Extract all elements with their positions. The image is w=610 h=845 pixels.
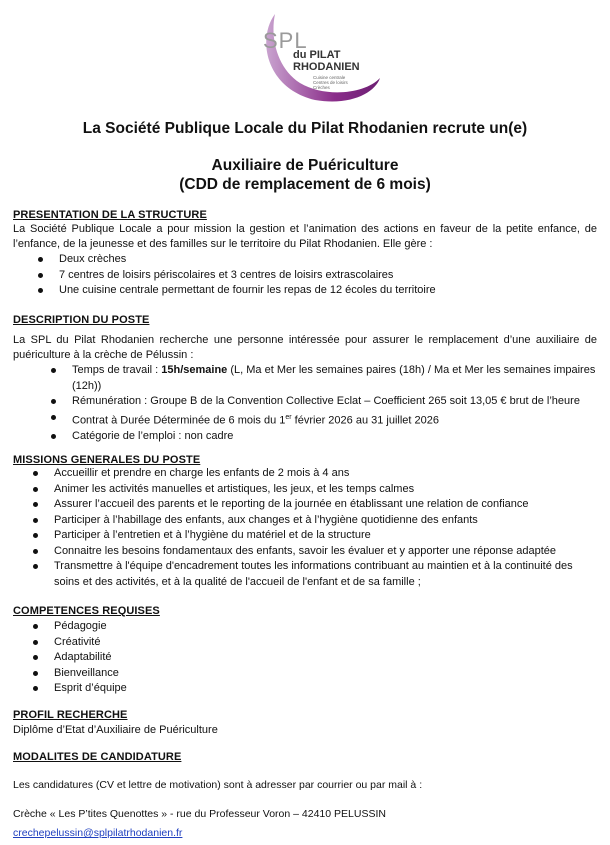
list-item: Transmettre à l'équipe d'encadrement toutes les informations contribuant au maintien et à la continuité des soins et des activités, et à la qualité de l'accueil de l'enfant et de sa famille ;: [30, 559, 598, 590]
time-label: Temps de travail :: [72, 364, 162, 376]
profil-text: Diplôme d’Etat d’Auxiliaire de Puériculture: [13, 724, 218, 736]
list-item: Créativité: [30, 635, 127, 651]
email-link[interactable]: crechepelussin@splpilatrhodanien.fr: [13, 827, 183, 839]
list-item: Participer à l’entretien et à l’hygiène du matériel et de la structure: [30, 528, 598, 544]
description-text: La SPL du Pilat Rhodanien recherche une personne intéressée pour assurer le remplacement d’une auxiliaire de puériculture à la crèche de Pélussin :: [13, 334, 597, 361]
list-item: Adaptabilité: [30, 650, 127, 666]
contract-sup: er: [285, 413, 292, 421]
profil-heading: PROFIL RECHERCHE: [13, 709, 128, 721]
competences-list: [30, 619, 127, 697]
job-title-line-1: Auxiliaire de Puériculture: [211, 157, 399, 174]
logo-du-pilat-text: du PILAT: [293, 49, 341, 61]
list-item: Assurer l’accueil des parents et le reporting de la journée en établissant une relation de confiance: [30, 497, 598, 513]
list-item: Esprit d’équipe: [30, 681, 127, 697]
list-item: [48, 363, 598, 394]
logo-spl-text: SPL: [263, 28, 308, 53]
presentation-text: La Société Publique Locale a pour mission la gestion et l’animation des actions en faveur de la petite enfance, de l’enfance, de la jeunesse et des familles sur le territoire du Pilat Rhodanien. Elle gère :: [13, 223, 597, 250]
logo-sub-2: Centres de loisirs: [313, 80, 348, 85]
contract-pre: Contrat à Durée Déterminée de 6 mois du 1: [72, 414, 286, 427]
email-text: [13, 826, 597, 841]
list-item: Animer les activités manuelles et artistiques, les jeux, et les temps calmes: [30, 482, 598, 498]
logo-subtitles: [313, 75, 348, 90]
description-list: [48, 363, 598, 444]
modalites-heading: MODALITES DE CANDIDATURE: [13, 751, 182, 763]
presentation-list: [35, 252, 436, 299]
job-title-line-2: (CDD de remplacement de 6 mois): [179, 176, 431, 193]
competences-heading: COMPETENCES REQUISES: [13, 605, 160, 617]
presentation-heading: PRESENTATION DE LA STRUCTURE: [13, 209, 207, 221]
list-item: Accueillir et prendre en charge les enfants de 2 mois à 4 ans: [30, 466, 598, 482]
job-title: [0, 156, 610, 194]
list-item: Participer à l’habillage des enfants, aux changes et à l’hygiène quotidienne des enfants: [30, 513, 598, 529]
logo-sub-1: Cuisine centrale: [313, 75, 346, 80]
address-text: Crèche « Les P’tites Quenottes » - rue du Professeur Voron – 42410 PELUSSIN: [13, 808, 386, 820]
list-item: 7 centres de loisirs périscolaires et 3 centres de loisirs extrascolaires: [35, 268, 436, 284]
list-item: Connaitre les besoins fondamentaux des enfants, savoir les évaluer et y apporter une réponse adaptée: [30, 544, 598, 560]
spl-logo: [255, 8, 385, 104]
list-item: Catégorie de l’emploi : non cadre: [48, 429, 598, 445]
list-item: [48, 410, 598, 429]
missions-heading: MISSIONS GENERALES DU POSTE: [13, 454, 201, 466]
missions-list: [30, 466, 598, 590]
list-item: Pédagogie: [30, 619, 127, 635]
logo-rhodanien-text: RHODANIEN: [293, 61, 360, 73]
contract-post: février 2026 au 31 juillet 2026: [291, 414, 440, 427]
time-value: 15h/semaine: [161, 364, 228, 376]
list-item: Deux crèches: [35, 252, 436, 268]
list-item: Bienveillance: [30, 666, 127, 682]
list-item: Une cuisine centrale permettant de fournir les repas de 12 écoles du territoire: [35, 283, 436, 299]
list-item: Rémunération : Groupe B de la Convention Collective Eclat – Coefficient 265 soit 13,05 € brut de l’heure: [48, 394, 598, 410]
modalites-text: Les candidatures (CV et lettre de motivation) sont à adresser par courrier ou par mail à :: [13, 779, 423, 791]
time-detail: (L, Ma et Mer les semaines paires (18h) / Ma et Mer les semaines impaires (12h)): [72, 364, 596, 392]
logo-sub-3: Crèches: [313, 85, 330, 90]
description-heading: DESCRIPTION DU POSTE: [13, 314, 150, 326]
page-title: La Société Publique Locale du Pilat Rhodanien recrute un(e): [82, 120, 528, 137]
